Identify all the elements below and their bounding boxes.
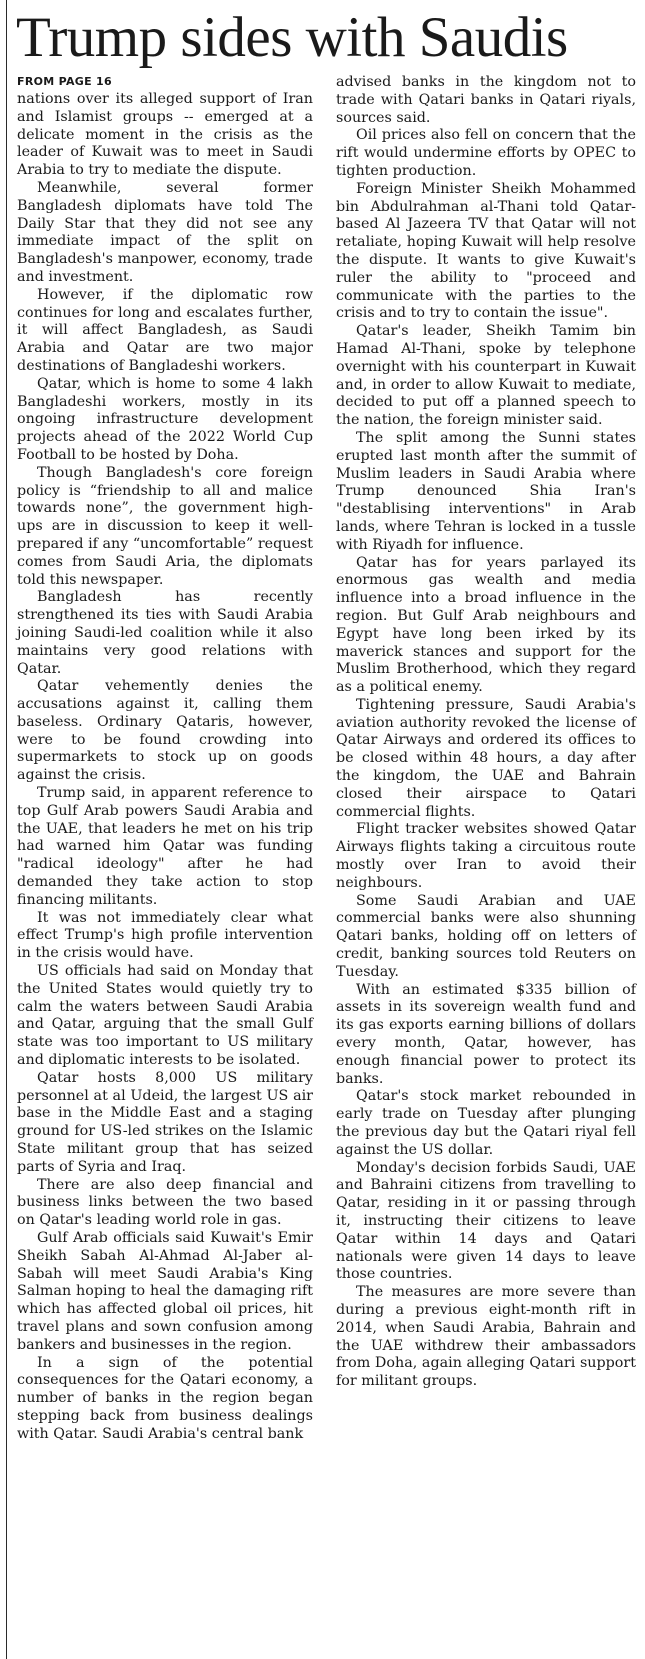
paragraph: With an estimated $335 billion of assets in its sovereign wealth fund and its gas exports earning billions of dollars every month, Qatar, however, has enough financial power to protect its banks. [336,981,636,1087]
paragraph: The measures are more severe than during a previous eight-month rift in 2014, when Saudi Arabia, Bahrain and the UAE withdrew their ambassadors from Doha, again alleging Qatari support for militant groups. [336,1284,636,1390]
paragraph: Though Bangladesh's core foreign policy is “friendship to all and malice towards none”, the government high-ups are in discussion to keep it well-prepared if any “uncomfortable” request comes from Saudi Aria, the diplomats told this newspaper. [17,464,314,588]
paragraph: Foreign Minister Sheikh Mohammed bin Abdulrahman al-Thani told Qatar-based Al Jazeera TV that Qatar will not retaliate, hoping Kuwait will help resolve the dispute. It wants to give Kuwait's ruler the ability to "proceed and communicate with the parties to the crisis and to try to contain the issue". [336,180,636,322]
paragraph: Some Saudi Arabian and UAE commercial banks were also shunning Qatari banks, holding off on letters of credit, banking sources told Reuters on Tuesday. [336,892,636,980]
paragraph: There are also deep financial and business links between the two based on Qatar's leading world role in gas. [17,1176,313,1229]
paragraph: Bangladesh has recently strengthened its ties with Saudi Arabia joining Saudi-led coalition while it also maintains very good relations with Qatar. [17,589,313,677]
paragraph: Oil prices also fell on concern that the rift would undermine efforts by OPEC to tighten production. [336,127,636,179]
paragraph: US officials had said on Monday that the United States would quietly try to calm the waters between Saudi Arabia and Qatar, arguing that the small Gulf state was too important to US military and diplomatic interests to be isolated. [17,963,313,1069]
paragraph: Qatar vehemently denies the accusations against it, calling them baseless. Ordinary Qataris, however, were to be found crowding into supermarkets to stock up on goods against the crisis. [17,678,313,784]
paragraph: Meanwhile, several former Bangladesh diplomats have told The Daily Star that they did not see any immediate impact of the split on Bangladesh's manpower, economy, trade and investment. [17,179,313,285]
paragraph: Tightening pressure, Saudi Arabia's aviation authority revoked the license of Qatar Airways and ordered its offices to be closed within 48 hours, a day after the kingdom, the UAE and Bahrain closed their airspace to Qatari commercial flights. [336,696,636,820]
paragraph: Qatar has for years parlayed its enormous gas wealth and media influence into a broad influence in the region. But Gulf Arab neighbours and Egypt have long been irked by its maverick stances and support for the Muslim Brotherhood, which they regard as a political enemy. [336,554,636,696]
paragraph: Gulf Arab officials said Kuwait's Emir Sheikh Sabah Al-Ahmad Al-Jaber al-Sabah will meet Saudi Arabia's King Salman hoping to heal the damaging rift which has affected global oil prices, hit travel plans and sown confusion among bankers and businesses in the region. [17,1230,313,1353]
article-column-left [17,74,313,1444]
paragraph: Monday's decision forbids Saudi, UAE and Bahraini citizens from travelling to Qatar, residing in it or passing through it, instructing their citizens to leave Qatar within 14 days and Qatari nationals were given 14 days to leave those countries. [336,1159,636,1283]
column-rule [6,0,7,1659]
paragraph: Flight tracker websites showed Qatar Airways flights taking a circuitous route mostly over Iran to avoid their neighbours. [336,821,636,891]
continuation-kicker: FROM PAGE 16 [17,75,112,88]
paragraph: Qatar hosts 8,000 US military personnel at al Udeid, the largest US air base in the Middle East and a staging ground for US-led strikes on the Islamic State militant group that has seized parts of Syria and Iraq. [17,1069,313,1175]
paragraph: Qatar's leader, Sheikh Tamim bin Hamad Al-Thani, spoke by telephone overnight with his counterpart in Kuwait and, in order to allow Kuwait to mediate, decided to put off a planned speech to the nation, the foreign minister said. [336,323,636,429]
paragraph: nations over its alleged support of Iran and Islamist groups -- emerged at a delicate moment in the crisis as the leader of Kuwait was to meet in Saudi Arabia to try to mediate the dispute. [17,91,313,179]
paragraph: Trump said, in apparent reference to top Gulf Arab powers Saudi Arabia and the UAE, that leaders he met on his trip had warned him Qatar was funding "radical ideology" after he had demanded they take action to stop financing militants. [17,785,313,908]
paragraph: Qatar, which is home to some 4 lakh Bangladeshi workers, mostly in its ongoing infrastructure development projects ahead of the 2022 World Cup Football to be hosted by Doha. [17,375,313,463]
paragraph: In a sign of the potential consequences for the Qatari economy, a number of banks in the region began stepping back from business dealings with Qatar. Saudi Arabia's central bank [17,1354,313,1442]
paragraph: The split among the Sunni states erupted last month after the summit of Muslim leaders in Saudi Arabia where Trump denounced Shia Iran's "destablising interventions" in Arab lands, where Tehran is locked in a tussle with Riyadh for influence. [336,429,636,553]
paragraph: It was not immediately clear what effect Trump's high profile intervention in the crisis would have. [17,909,313,962]
paragraph: However, if the diplomatic row continues for long and escalates further, it will affect Bangladesh, as Saudi Arabia and Qatar are two major destinations of Bangladeshi workers. [17,286,313,374]
headline: Trump sides with Saudis [16,6,568,69]
paragraph: advised banks in the kingdom not to trade with Qatari banks in Qatari riyals, sources said. [336,74,636,126]
paragraph: Qatar's stock market rebounded in early trade on Tuesday after plunging the previous day but the Qatari riyal fell against the US dollar. [336,1088,636,1158]
article-column-right [336,74,636,1391]
